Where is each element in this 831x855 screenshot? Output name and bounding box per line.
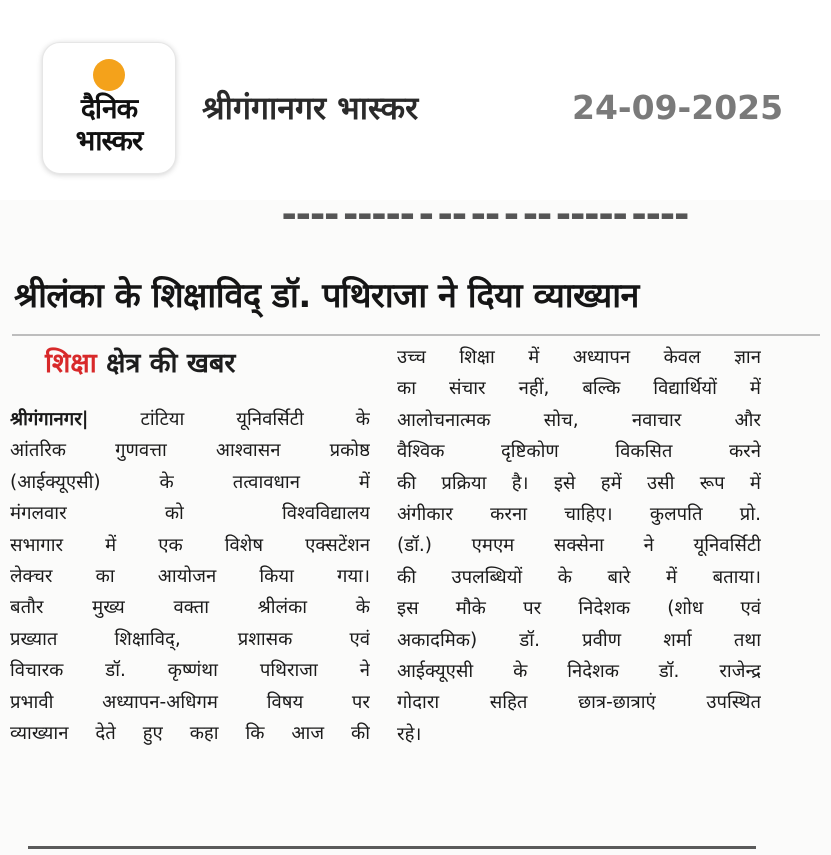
dainik-bhaskar-logo bbox=[42, 42, 176, 174]
edition-title: श्रीगंगानगर भास्कर bbox=[202, 89, 419, 127]
article-column-right bbox=[397, 342, 761, 750]
article-line: इस मौके पर निदेशक (शोध एवं bbox=[397, 598, 761, 620]
article-line: व्याख्यान देते हुए कहा कि आज की bbox=[10, 722, 370, 744]
article-line: की उपलब्धियों के बारे में बताया। bbox=[397, 566, 761, 588]
article-line: गोदारा सहित छात्र-छात्राएं उपस्थित bbox=[397, 692, 761, 714]
dateline: श्रीगंगानगर| bbox=[10, 409, 89, 430]
article-column-left bbox=[10, 404, 370, 749]
cropped-previous-article-line: ▬▬▬▬ ▬▬▬▬▬ ▬ ▬▬ ▬▬ ▬ ▬▬ ▬▬▬▬▬ ▬▬▬▬ bbox=[282, 206, 689, 224]
article-line: मंगलवार को विश्वविद्यालय bbox=[10, 503, 370, 525]
article-line: उच्च शिक्षा में अध्यापन केवल ज्ञान bbox=[397, 347, 761, 368]
section-kicker bbox=[45, 346, 235, 382]
article-line: अंगीकार करना चाहिए। कुलपति प्रो. bbox=[397, 503, 761, 525]
clipping-header bbox=[0, 0, 831, 200]
article-line: वैश्विक दृष्टिकोण विकसित करने bbox=[397, 441, 761, 463]
article-line: की प्रक्रिया है। इसे हमें उसी रूप में bbox=[397, 472, 761, 494]
logo-text-line-2: भास्कर bbox=[75, 124, 143, 157]
article-line: प्रभावी अध्यापन-अधिगम विषय पर bbox=[10, 691, 370, 713]
article-line: (डॉ.) एमएम सक्सेना ने यूनिवर्सिटी bbox=[397, 535, 761, 557]
article-line: विचारक डॉ. कृष्णंथा पथिराजा ने bbox=[10, 660, 370, 682]
logo-text-line-1: दैनिक bbox=[80, 92, 138, 125]
article-line: (आईक्यूएसी) के तत्वावधान में bbox=[10, 471, 370, 493]
article-line: सभागार में एक विशेष एक्सटेंशन bbox=[10, 534, 370, 556]
kicker-rest: क्षेत्र की खबर bbox=[96, 348, 236, 379]
article-line: का संचार नहीं, बल्कि विद्यार्थियों में bbox=[397, 378, 761, 400]
sun-dot-icon bbox=[93, 59, 125, 91]
article-headline: श्रीलंका के शिक्षाविद् डॉ. पथिराजा ने दिया व्याख्यान bbox=[14, 276, 639, 316]
article-line: आंतरिक गुणवत्ता आश्वासन प्रकोष्ठ bbox=[10, 440, 370, 462]
kicker-highlight: शिक्षा bbox=[45, 348, 97, 379]
bottom-divider bbox=[28, 846, 756, 849]
article-line: आलोचनात्मक सोच, नवाचार और bbox=[397, 409, 761, 431]
article-line: आईक्यूएसी के निदेशक डॉ. राजेन्द्र bbox=[397, 660, 761, 682]
edition-date: 24-09-2025 bbox=[572, 88, 784, 127]
article-line: रहे। bbox=[397, 723, 422, 745]
article-line: अकादमिक) डॉ. प्रवीण शर्मा तथा bbox=[397, 629, 761, 651]
article-line: बतौर मुख्य वक्ता श्रीलंका के bbox=[10, 597, 370, 619]
article-line: प्रख्यात शिक्षाविद्, प्रशासक एवं bbox=[10, 628, 370, 650]
headline-divider bbox=[12, 334, 820, 336]
article-line: लेक्चर का आयोजन किया गया। bbox=[10, 565, 370, 587]
article-line: श्रीगंगानगर| टांटिया यूनिवर्सिटी के bbox=[10, 409, 370, 430]
